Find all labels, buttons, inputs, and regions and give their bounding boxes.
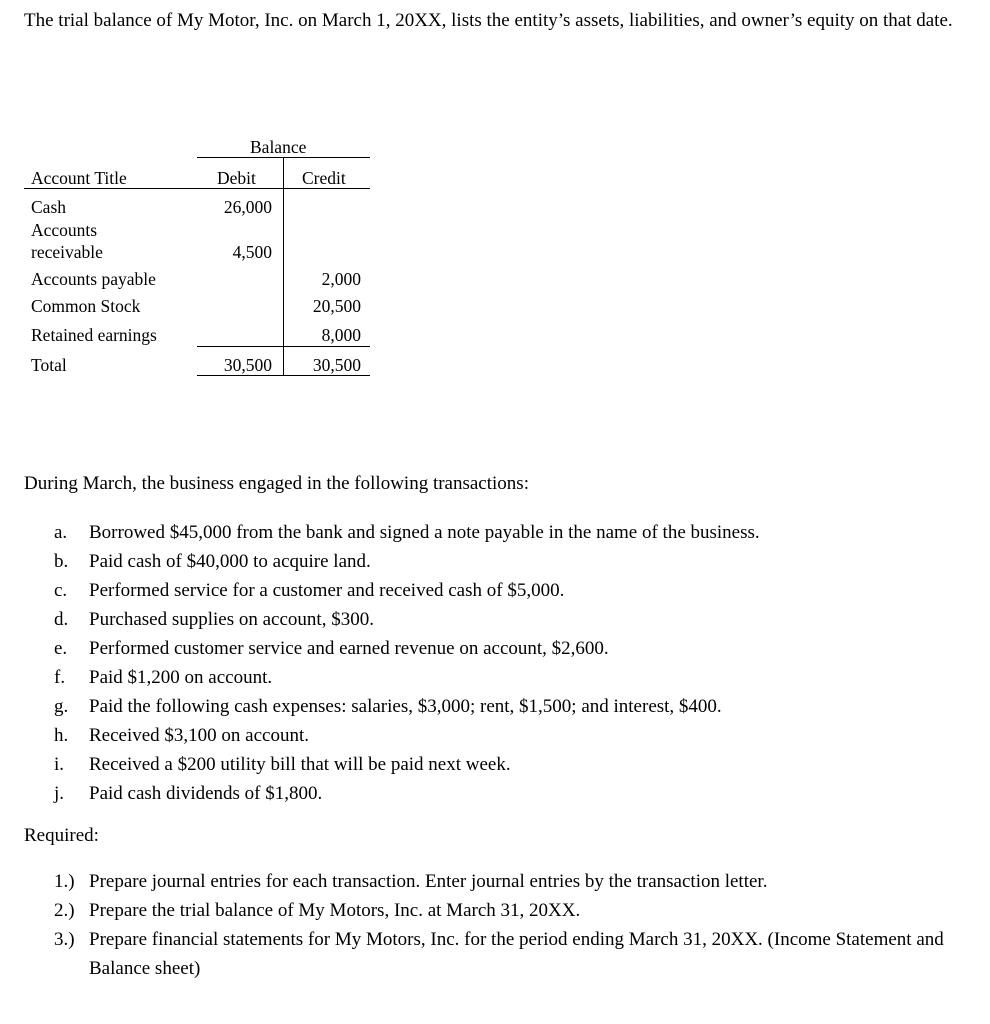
transactions-list xyxy=(48,518,760,808)
list-item xyxy=(48,518,760,547)
subtotal-rule xyxy=(197,346,370,347)
item-letter: j. xyxy=(54,783,65,804)
row-account-line2: receivable xyxy=(31,242,103,262)
item-text: Performed service for a customer and received cash of $5,000. xyxy=(89,580,565,601)
row-credit: 20,500 xyxy=(312,296,361,316)
item-letter: g. xyxy=(54,696,69,717)
list-item xyxy=(54,867,954,896)
col-header-credit: Credit xyxy=(302,168,346,188)
item-text: Paid cash dividends of $1,800. xyxy=(89,783,323,804)
trial-balance-table xyxy=(24,133,374,383)
list-item xyxy=(54,925,954,983)
debit-credit-divider xyxy=(283,158,284,376)
item-letter: e. xyxy=(54,638,68,659)
transactions-intro: During March, the business engaged in the following transactions: xyxy=(24,473,529,494)
item-text: Performed customer service and earned revenue on account, $2,600. xyxy=(89,638,609,659)
item-text: Paid $1,200 on account. xyxy=(89,667,273,688)
item-letter: i. xyxy=(54,754,65,775)
row-credit: 8,000 xyxy=(321,325,361,345)
list-item xyxy=(48,634,760,663)
item-text: Prepare the trial balance of My Motors, Inc. at March 31, 20XX. xyxy=(89,900,581,921)
required-list xyxy=(54,867,954,983)
item-number: 1.) xyxy=(54,871,75,892)
col-header-account-title: Account Title xyxy=(31,168,127,188)
list-item xyxy=(48,605,760,634)
item-text: Prepare journal entries for each transaction. Enter journal entries by the transaction letter. xyxy=(89,871,768,892)
list-item xyxy=(48,779,760,808)
list-item xyxy=(48,692,760,721)
item-letter: f. xyxy=(54,667,66,688)
row-debit: 4,500 xyxy=(232,242,272,262)
item-letter: a. xyxy=(54,522,68,543)
balance-group-header: Balance xyxy=(250,137,307,157)
row-account: Common Stock xyxy=(31,296,141,316)
intro-paragraph: The trial balance of My Motor, Inc. on March 1, 20XX, lists the entity’s assets, liabilities, and owner’s equity on that date. xyxy=(24,10,953,31)
list-item xyxy=(48,721,760,750)
required-heading: Required: xyxy=(24,825,99,846)
item-letter: b. xyxy=(54,551,69,572)
total-credit: 30,500 xyxy=(312,355,361,375)
item-text: Paid the following cash expenses: salaries, $3,000; rent, $1,500; and interest, $400. xyxy=(89,696,722,717)
item-number: 3.) xyxy=(54,929,75,950)
item-letter: c. xyxy=(54,580,68,601)
item-text: Received a $200 utility bill that will be paid next week. xyxy=(89,754,511,775)
row-account-line1: Accounts xyxy=(31,220,98,240)
total-rule xyxy=(197,375,370,376)
list-item xyxy=(48,750,760,779)
col-header-debit: Debit xyxy=(217,168,256,188)
row-debit: 26,000 xyxy=(223,197,272,217)
list-item xyxy=(48,663,760,692)
total-label: Total xyxy=(31,355,67,375)
item-number: 2.) xyxy=(54,900,75,921)
list-item xyxy=(48,547,760,576)
item-text: Prepare financial statements for My Motors, Inc. for the period ending March 31, 20XX. (Income Statement and Balance sheet) xyxy=(89,929,944,979)
item-text: Purchased supplies on account, $300. xyxy=(89,609,374,630)
list-item xyxy=(54,896,954,925)
row-account: Retained earnings xyxy=(31,325,157,345)
row-credit: 2,000 xyxy=(321,269,361,289)
row-account: Cash xyxy=(31,197,66,217)
list-item xyxy=(48,576,760,605)
column-header-rule xyxy=(24,188,370,189)
item-text: Received $3,100 on account. xyxy=(89,725,310,746)
item-letter: d. xyxy=(54,609,69,630)
row-account: Accounts payable xyxy=(31,269,156,289)
total-debit: 30,500 xyxy=(223,355,272,375)
item-text: Borrowed $45,000 from the bank and signed a note payable in the name of the business. xyxy=(89,522,760,543)
item-text: Paid cash of $40,000 to acquire land. xyxy=(89,551,371,572)
item-letter: h. xyxy=(54,725,69,746)
